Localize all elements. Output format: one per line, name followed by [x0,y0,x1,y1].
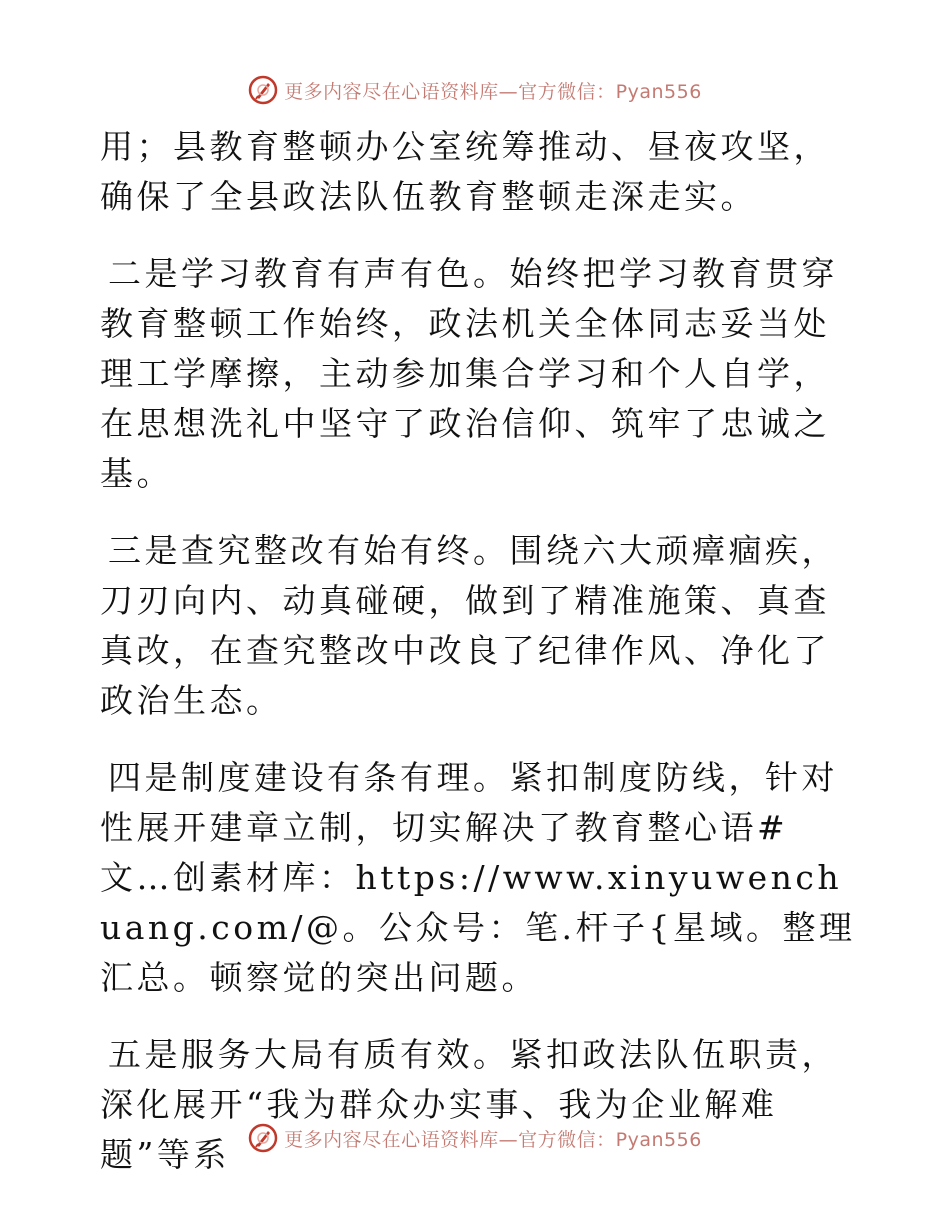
paragraph-2: 二是学习教育有声有色。始终把学习教育贯穿教育整顿工作始终，政法机关全体同志妥当处理工学摩擦，主动参加集合学习和个人自学，在思想洗礼中坚守了政治信仰、筑牢了忠诚之基。 [100,254,838,493]
footer-banner [0,1118,950,1158]
document-body [100,122,860,1207]
footer-banner-text: 更多内容尽在心语资料库—官方微信：Pyan556 [284,1128,702,1151]
quill-pen-logo-icon [248,75,278,105]
paragraph-1: 用；县教育整顿办公室统筹推动、昼夜攻坚，确保了全县政法队伍教育整顿走深走实。 [100,127,830,216]
header-banner-text: 更多内容尽在心语资料库—官方微信：Pyan556 [284,80,702,103]
quill-pen-logo-icon [248,1123,278,1153]
paragraph-4: 四是制度建设有条有理。紧扣制度防线，针对性展开建章立制，切实解决了教育整心语#文…创素材库：https://www.xinyuwenchuang.com/@。公众号：笔.杆子{星域。整理汇总。顿察觉的突出问题。 [100,758,856,997]
paragraph-5: 五是服务大局有质有效。紧扣政法队伍职责，深化展开“我为群众办实事、我为企业解难题”等系 [100,1035,838,1174]
paragraph-3: 三是查究整改有始有终。围绕六大顽瘴痼疾，刀刃向内、动真碰硬，做到了精准施策、真查真改，在查究整改中改良了纪律作风、净化了政治生态。 [100,531,838,720]
header-banner [0,70,950,110]
